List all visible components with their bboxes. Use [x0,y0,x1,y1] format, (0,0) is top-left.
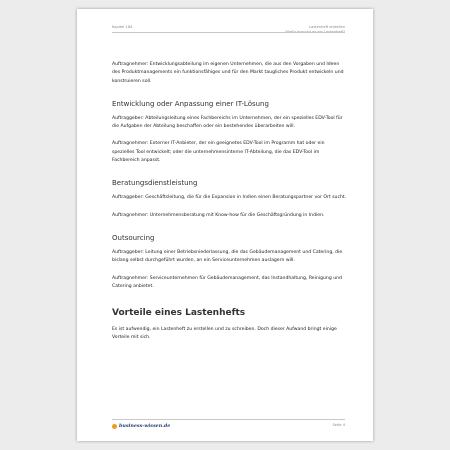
paragraph: Auftragnehmer: Unternehmensberatung mit Know-how für die Geschäftsgründung in Indien. [112,212,325,218]
header-title-line2: Wofür braucht es ein Lastenheft? [285,30,345,34]
paragraph: Auftraggeber: Geschäftsleitung, die für die Expansion in Indien einen Beratungspartner vor Ort sucht. [112,195,347,201]
paragraph: Auftragnehmer: Entwicklungsabteilung im eigenen Unternehmen, die aus den Vorgaben und Ideen des Produktmanagements ein funktionsfähiges und für den Markt taugliches Produkt entwickeln und konstruieren soll. [112,62,344,84]
header-chapter: Kapitel 184 [112,25,133,29]
section-heading-beratung: Beratungsdienstleistung [112,179,198,188]
footer-divider [112,419,345,420]
header-title-line1: Lastenheft erstellen [309,25,345,29]
paragraph: Auftraggeber: Abteilungsleitung eines Fachbereichs im Unternehmen, der ein spezielles EDV-Tool für die Aufgaben der Abteilung beschaffen oder ein bestehendes überarbeiten will. [112,115,343,130]
chapter-heading-vorteile: Vorteile eines Lastenhefts [112,308,246,319]
page-content [112,61,348,352]
paragraph: Auftraggeber: Leitung einer Betriebsniederlassung, die das Gebäudemanagement und Catering, die bislang selbst durchgeführt wurden, an ein Serviceunternehmen auslagern will. [112,249,343,264]
paragraph: Auftragnehmer: Serviceunternehmen für Gebäudemanagement, das Instandhaltung, Reinigung und Catering anbietet. [112,275,342,289]
paragraph: Auftragnehmer: Externer IT-Anbieter, der ein geeignetes EDV-Tool im Programm hat oder ein spezielles Tool entwickelt; oder die unternehmensinterne IT-Abteilung, die das EDV-Tool im Fachbereich anpasst. [112,141,325,164]
page-number: Seite 4 [332,423,345,427]
logo-text: business-wissen.de [119,423,171,429]
section-heading-it: Entwicklung oder Anpassung einer IT-Lösung [112,99,269,108]
paragraph: Es ist aufwendig, ein Lastenheft zu erstellen und zu schreiben. Doch dieser Aufwand bringt einige Vorteile mit sich. [112,327,337,341]
logo-dot-icon [112,424,117,429]
header-divider [112,32,345,33]
document-page [77,9,373,441]
header-title [285,25,345,35]
footer-logo [112,423,170,429]
section-heading-outsourcing: Outsourcing [112,233,155,242]
